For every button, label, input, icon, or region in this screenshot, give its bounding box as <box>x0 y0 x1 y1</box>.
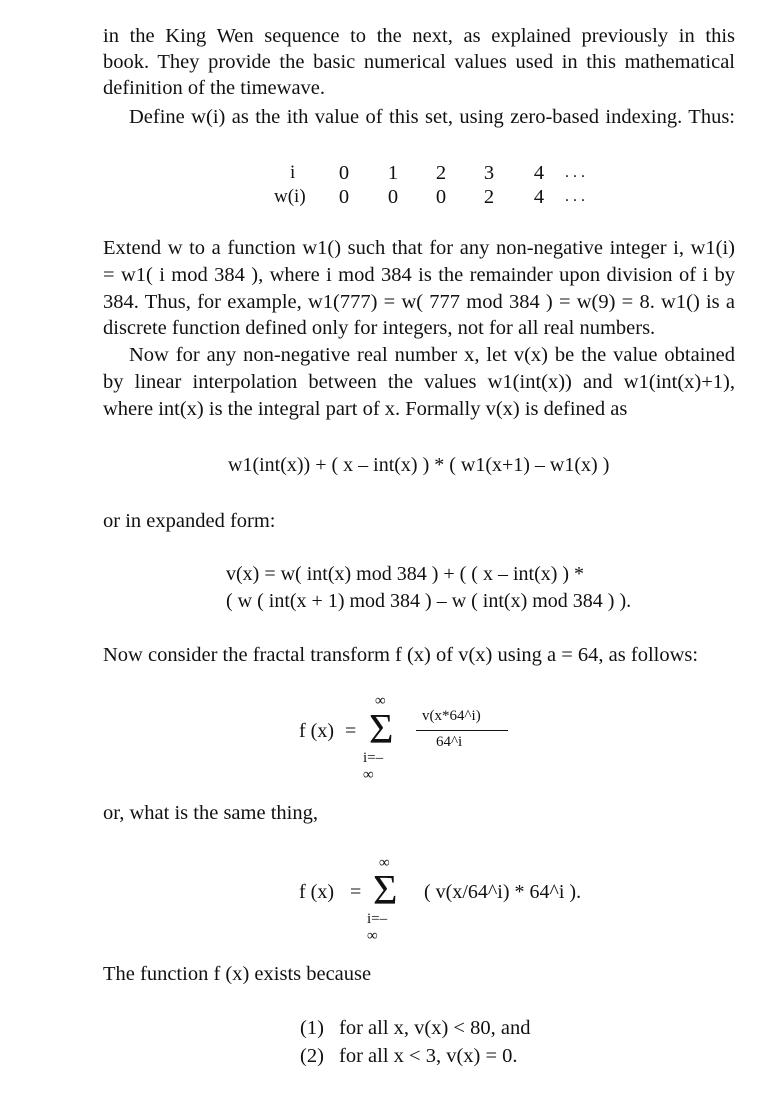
paragraph-line: discrete function defined only for integers, not for all real numbers. <box>103 317 656 339</box>
paragraph-line: 384. Thus, for example, w1(777) = w( 777 mod 384 ) = w(9) = 8. w1() is a <box>103 291 735 313</box>
condition-number: (2) <box>300 1045 324 1067</box>
table-cell: 1 <box>387 162 399 184</box>
sum1-lhs: f (x) <box>299 720 334 742</box>
table-cell: 2 <box>435 162 447 184</box>
table-row1-label: i <box>290 162 296 183</box>
condition-text: for all x < 3, v(x) = 0. <box>339 1045 518 1067</box>
sigma-symbol: Σ <box>369 707 394 753</box>
sum2-lower-limit: i=–∞ <box>367 911 388 944</box>
formula-interpolation: w1(int(x)) + ( x – int(x) ) * ( w1(x+1) – w1(x) ) <box>228 454 610 476</box>
sum1-numerator: v(x*64^i) <box>422 708 481 724</box>
same-thing-line: or, what is the same thing, <box>103 802 318 824</box>
fraction-bar <box>416 730 508 731</box>
formula-expanded-line2: ( w ( int(x + 1) mod 384 ) – w ( int(x) mod 384 ) ). <box>226 590 632 612</box>
paragraph-line: = w1( i mod 384 ), where i mod 384 is the remainder upon division of i by <box>103 264 735 286</box>
table-cell: 0 <box>338 162 350 184</box>
paragraph-line: in the King Wen sequence to the next, as explained previously in this <box>103 25 735 47</box>
table-cell: 2 <box>483 186 495 208</box>
table-ellipsis: . . . <box>565 164 585 181</box>
sum2-term: ( v(x/64^i) * 64^i ). <box>424 881 582 903</box>
expanded-intro: or in expanded form: <box>103 510 276 532</box>
sum2-lhs: f (x) <box>299 881 334 903</box>
exists-line: The function f (x) exists because <box>103 963 372 985</box>
sum2-equals: = <box>350 881 362 903</box>
paragraph-line: where int(x) is the integral part of x. Formally v(x) is defined as <box>103 398 628 420</box>
define-line: Define w(i) as the ith value of this set, using zero-based indexing. Thus: <box>129 106 735 128</box>
condition-text: for all x, v(x) < 80, and <box>339 1017 531 1039</box>
paragraph-line: book. They provide the basic numerical values used in this mathematical <box>103 51 735 73</box>
table-cell: 0 <box>338 186 350 208</box>
sum1-equals: = <box>345 720 357 742</box>
fractal-intro: Now consider the fractal transform f (x) of v(x) using a = 64, as follows: <box>103 644 699 666</box>
sum1-upper-limit: ∞ <box>375 693 386 709</box>
condition-number: (1) <box>300 1017 324 1039</box>
paragraph-line: Now for any non-negative real number x, let v(x) be the value obtained <box>129 344 735 366</box>
sum1-lower-limit: i=–∞ <box>363 750 384 783</box>
table-ellipsis: . . . <box>565 188 585 205</box>
table-cell: 0 <box>435 186 447 208</box>
table-cell: 0 <box>387 186 399 208</box>
table-cell: 3 <box>483 162 495 184</box>
sum2-upper-limit: ∞ <box>379 855 390 871</box>
table-cell: 4 <box>533 162 545 184</box>
paragraph-line: Extend w to a function w1() such that for any non-negative integer i, w1(i) <box>103 237 735 259</box>
paragraph-line: definition of the timewave. <box>103 77 326 99</box>
paragraph-line: by linear interpolation between the values w1(int(x)) and w1(int(x)+1), <box>103 371 735 393</box>
table-row2-label: w(i) <box>274 186 306 207</box>
sigma-symbol: Σ <box>373 868 398 914</box>
formula-expanded-line1: v(x) = w( int(x) mod 384 ) + ( ( x – int(x) ) * <box>226 563 585 585</box>
sum1-denominator: 64^i <box>436 734 463 750</box>
table-cell: 4 <box>533 186 545 208</box>
